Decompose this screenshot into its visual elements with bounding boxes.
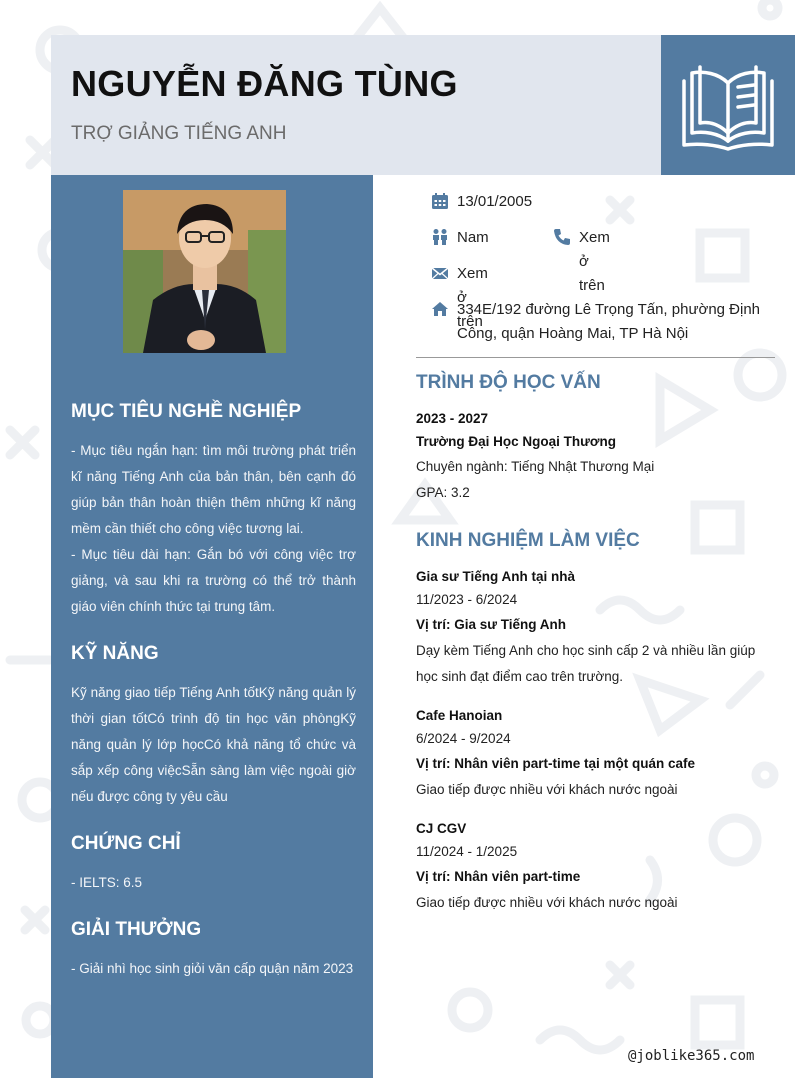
phone-icon [553,228,571,246]
job-2-description: Giao tiếp được nhiều với khách nước ngoài [416,782,678,797]
objective-short-term: - Mục tiêu ngắn hạn: tìm môi trường phát triển kĩ năng Tiếng Anh của bản thân, bên cạnh đó giúp bản thân hoàn thiện thêm những kĩ năng mềm cần thiết cho công việc tương lai. [71,443,356,536]
watermark-text: @joblike365.com [628,1048,755,1064]
job-2-period: 6/2024 - 9/2024 [416,731,511,746]
job-2-company: Cafe Hanoian [416,708,503,723]
job-1-period: 11/2023 - 6/2024 [416,592,518,607]
skills-text: Kỹ năng giao tiếp Tiếng Anh tốtKỹ năng quản lý thời gian tốtCó trình độ tin học văn phòngKỹ năng quản lý lớp họcCó khả năng tổ chức và sắp xếp công việcSẵn sàng làm việc ngoài giờ nếu được công ty yêu cầu [71,685,356,804]
certificates-text: - IELTS: 6.5 [71,875,143,890]
sidebar [51,175,373,1078]
job-2-position: Vị trí: Nhân viên part-time tại một quán cafe [416,756,696,771]
education-period: 2023 - 2027 [416,411,489,426]
job-1-company: Gia sư Tiếng Anh tại nhà [416,569,576,584]
profile-photo [123,190,286,353]
job-3-position: Vị trí: Nhân viên part-time [416,869,581,884]
phone-row [553,226,610,298]
open-book-icon [680,57,776,153]
awards-title: GIẢI THƯỞNG [71,919,202,940]
job-3-company: CJ CGV [416,821,467,836]
job-3-description: Giao tiếp được nhiều với khách nước ngoài [416,895,678,910]
candidate-name: NGUYỄN ĐĂNG TÙNG [71,63,458,104]
address-value: 334E/192 đường Lê Trọng Tấn, phường Định Công, quận Hoàng Mai, TP Hà Nội [457,301,761,342]
people-icon [431,228,449,246]
education-title: TRÌNH ĐỘ HỌC VẤN [416,372,601,393]
education-major: Chuyên ngành: Tiếng Nhật Thương Mại [416,459,655,474]
objective-long-term: - Mục tiêu dài hạn: Gắn bó với công việc trợ giảng, và sau khi ra trường có thể trở thành giáo viên chính thức tại trung tâm. [71,547,356,614]
calendar-icon [431,192,449,210]
gender-value: Nam [457,229,489,246]
phone-value[interactable]: Xem ở trên [579,229,610,294]
education-school: Trường Đại Học Ngoại Thương [416,434,616,449]
experience-title: KINH NGHIỆM LÀM VIỆC [416,530,640,551]
job-3-period: 11/2024 - 1/2025 [416,844,518,859]
address-row [431,298,775,346]
envelope-icon [431,264,449,282]
job-1-position: Vị trí: Gia sư Tiếng Anh [416,617,567,632]
home-icon [431,300,449,318]
job-1-description: Dạy kèm Tiếng Anh cho học sinh cấp 2 và nhiều lần giúp học sinh đạt điểm cao trên trường. [416,643,756,684]
gender-row [431,226,489,250]
header-banner [51,35,661,175]
job-title: TRỢ GIẢNG TIẾNG ANH [71,123,287,144]
logo-box [661,35,795,175]
education-gpa: GPA: 3.2 [416,485,470,500]
certificates-title: CHỨNG CHỈ [71,833,181,854]
avatar [123,190,286,353]
skills-title: KỸ NĂNG [71,643,159,664]
section-divider [416,357,775,358]
awards-text: - Giải nhì học sinh giỏi văn cấp quận năm 2023 [71,961,354,976]
birthday-value: 13/01/2005 [457,193,533,210]
email-value[interactable]: Xem ở trên [457,265,488,330]
birthday-row [431,190,532,214]
objective-title: MỤC TIÊU NGHỀ NGHIỆP [71,401,302,422]
